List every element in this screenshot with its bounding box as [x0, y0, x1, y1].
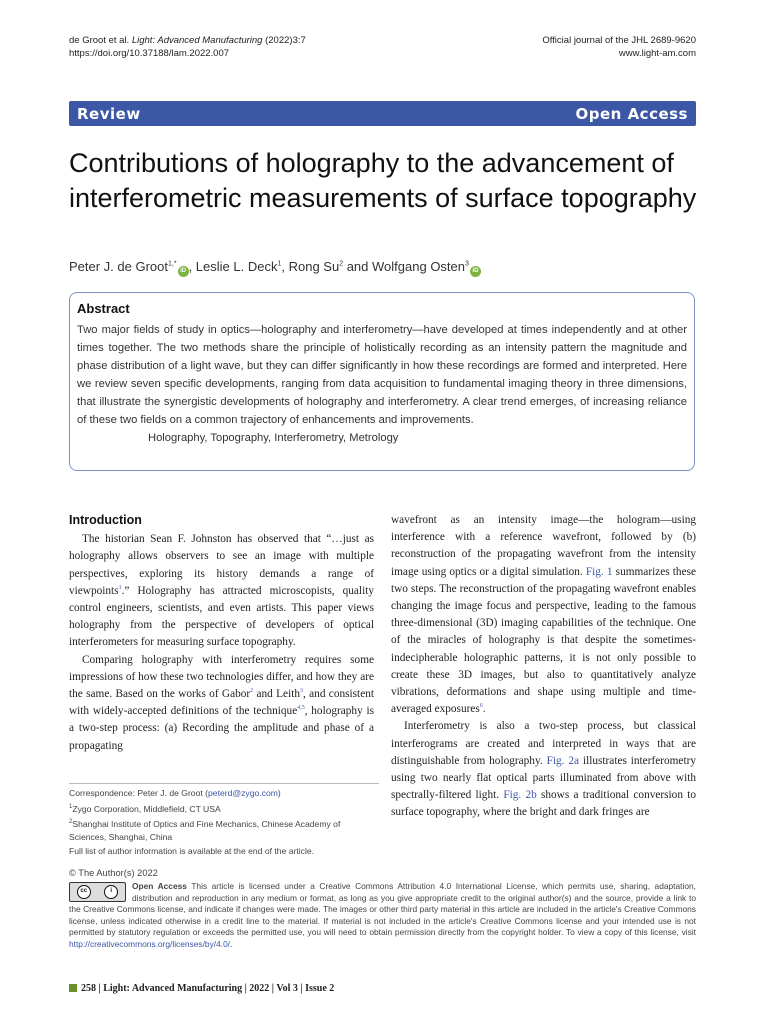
cc-icon: cc [77, 885, 91, 899]
email-link[interactable]: peterd@zygo.com [208, 788, 278, 798]
citation-ref[interactable]: 2 [250, 688, 254, 695]
paragraph: The historian Sean F. Johnston has observed that “…just as holography allows observers to see an image with multiple perspectives, exploring its history demands a range of viewpoints$^1$.” Holography has attracted microscopists, quality control engineers, scientists, and even artists. This paper views holography from the perspective of developers of optical interferometers for measuring surface topography. [69, 533, 374, 649]
citation-ref[interactable]: 6 [479, 703, 483, 710]
author-name[interactable]: Rong Su [288, 259, 340, 274]
author-name[interactable]: Leslie L. Deck [195, 259, 278, 274]
author-list: Peter J. de Groot$^{1,*}$iD , Leslie L. Deck$^1$, Rong Su$^2$ and Wolfgang Osten$^3$iD [69, 259, 481, 277]
by-attribution-icon: i [104, 885, 118, 899]
author-name[interactable]: Wolfgang Osten [372, 259, 465, 274]
figure-link[interactable]: Fig. 2a [546, 754, 580, 767]
affiliation-1: $^1$Zygo Corporation, Middlefield, CT USA [69, 803, 221, 814]
keywords: Holography, Topography, Interferometry, Metrology [148, 432, 399, 444]
journal-website-link[interactable]: www.light-am.com [618, 48, 696, 59]
open-access-label: Open Access [575, 104, 688, 123]
license-url-link[interactable]: http://creativecommons.org/licenses/by/4.0/ [69, 938, 231, 949]
author-affiliation-sup: 2 [339, 260, 344, 268]
journal-name: Light: Advanced Manufacturing [131, 35, 263, 46]
author-affiliation-sup: 1 [277, 260, 282, 268]
citation-ref[interactable]: 1 [118, 585, 122, 592]
body-column-right [391, 512, 696, 822]
running-header-left [69, 34, 306, 60]
affiliation-2: $^2$Shanghai Institute of Optics and Fine Mechanics, Chinese Academy of Sciences, Shanghai, China [69, 818, 341, 843]
abstract-box [69, 292, 695, 471]
footnotes [69, 783, 379, 858]
author-name[interactable]: Peter J. de Groot [69, 259, 168, 274]
paragraph: wavefront as an intensity image—the hologram—using interference with a reference wavefront, followed by (b) reconstruction of the propagating wavefront from the intensity image using optics or a digital simulation. Fig. 1 summarizes these two steps. The reconstruction of the propagating wavefront enables changing the image focus and perspective, leading to the famous three-dimensional (3D) imaging capabilities of the technique. One of the miracles of holography is that despite the sometimes-indecipherable holographic patterns, it is not only possible to create these 3D images, but also to quantitatively analyze vibrations, deformations and shape using multiple and time-averaged exposures$^6$. [391, 514, 696, 716]
citation-line: de Groot et al. Light: Advanced Manufacturing (2022)3:7 [69, 35, 306, 46]
license-notice: cc i Open Access This article is licensed under a Creative Commons Attribution 4.0 International License, which permits use, sharing, adaptation, distribution and reproduction in any medium or format, as long as you give appropriate credit to the original author(s) and the source, provide a link to the Creative Commons license, and indicate if changes were made. The images or other third party material in this article are included in the article's Creative Commons license, unless indicated otherwise in a credit line to the material. If material is not included in the article's Creative Commons license and your intended use is not permitted by statutory regulation or exceeds the permitted use, you will need to obtain permission directly from the copyright holder. To view a copy of this license, visit http://creativecommons.org/licenses/by/4.0/. [69, 881, 696, 949]
cc-by-badge-icon[interactable] [69, 882, 126, 902]
page-footer [69, 983, 334, 994]
author-affiliation-sup: 3 [465, 260, 469, 268]
footer-text: 258 | Light: Advanced Manufacturing | 2022 | Vol 3 | Issue 2 [81, 983, 335, 994]
author-affiliation-sup: 1,* [168, 260, 177, 268]
footer-square-icon [69, 984, 77, 992]
running-header-right [542, 34, 696, 60]
citation-ref[interactable]: 4,5 [297, 705, 305, 712]
abstract-heading: Abstract [77, 301, 130, 316]
figure-link[interactable]: Fig. 2b [503, 789, 537, 802]
citation-ref[interactable]: 3 [300, 688, 303, 695]
copyright-notice: © The Author(s) 2022 [69, 868, 158, 878]
correspondence-note: Correspondence: Peter J. de Groot (peterd@zygo.com) [69, 788, 281, 798]
orcid-icon[interactable]: iD [470, 266, 481, 277]
paragraph: Comparing holography with interferometry requires some impressions of how these two technologies differ, and how they are the same. Based on the works of Gabor$^2$ and Leith$^3$, and consistent with widely-accepted definitions of the technique$^{4,5}$, holography is a two-step process: (a) Recording the amplitude and phase of a propagating [69, 653, 374, 752]
article-title: Contributions of holography to the advancement of interferometric measurements of surface topography [69, 148, 697, 213]
figure-link[interactable]: Fig. 1 [585, 565, 613, 578]
journal-issn: Official journal of the JHL 2689-9620 [542, 35, 696, 46]
paragraph: Interferometry is also a two-step process, but classical interferograms are created and interpreted in ways that are distinguishable from holography. Fig. 2a illustrates interferometry using two nearly flat optical parts illuminated from above with spectrally-filtered light. Fig. 2b shows a traditional conversion to surface topography, where the bright and dark fringes are [391, 720, 696, 819]
body-column-left [69, 512, 374, 755]
abstract-text: Two major fields of study in optics—holography and interferometry—have developed at times independently and at other times together. The two methods share the principle of holistically recording as an intensity pattern the magnitude and phase distribution of a light wave, but they can differ significantly in how these recordings are formed and interpreted. Here we review seven specific developments, ranging from data acquisition to fundamental imaging theory in three dimensions, that illustrate the synergistic developments of holography and interferometry. A clear trend emerges, of increasing reliance of these two fields on a common trajectory of enhancements and improvements. [77, 324, 687, 426]
author-info-note: Full list of author information is available at the end of the article. [69, 845, 315, 856]
section-heading-introduction: Introduction [69, 513, 142, 527]
article-type-banner [69, 101, 696, 126]
license-heading: Open Access [132, 881, 187, 891]
article-type-label: Review [77, 104, 141, 123]
orcid-icon[interactable]: iD [178, 266, 189, 277]
doi-link[interactable]: https://doi.org/10.37188/lam.2022.007 [69, 48, 230, 59]
